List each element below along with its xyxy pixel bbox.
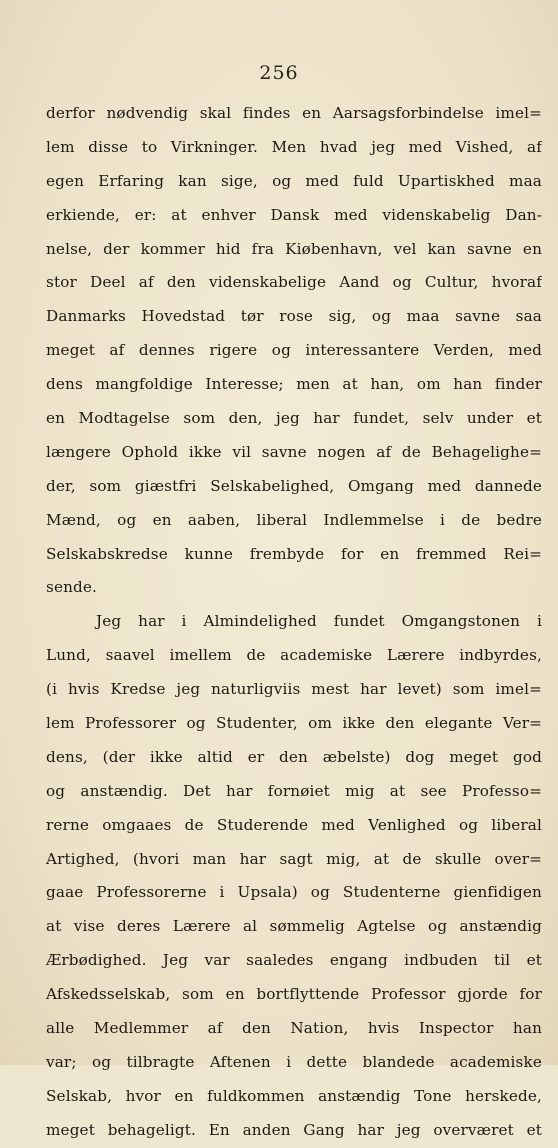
text-line: Afskedsselskab, som en bortflyttende Professor gjorde for (46, 985, 542, 1004)
text-line: der, som giæstfri Selskabelighed, Omgang med dannede (46, 476, 542, 495)
text-line: Lund, saavel imellem de academiske Lærere indbyrdes, (46, 646, 542, 665)
paragraph-end-line: sende. (46, 578, 98, 597)
text-line: lem Professorer og Studenter, om ikke den elegante Ver= (46, 714, 542, 733)
text-line: længere Ophold ikke vil savne nogen af de Behagelighe= (46, 442, 542, 461)
text-line: dens mangfoldige Interesse; men at han, om han finder (46, 375, 542, 394)
text-line: derfor nødvendig skal findes en Aarsagsforbindelse imel= (46, 104, 542, 122)
text-line: alle Medlemmer af den Nation, hvis Inspector han (46, 1019, 542, 1038)
text-line: meget af dennes rigere og interessantere Verden, med (46, 341, 542, 360)
paragraph-start-line: Jeg har i Almindelighed fundet Omgangstonen i (96, 612, 542, 631)
text-line: stor Deel af den videnskabelige Aand og Cultur, hvoraf (46, 273, 542, 292)
text-line: Artighed, (hvori man har sagt mig, at de skulle over= (46, 849, 542, 868)
text-line: erkiende, er: at enhver Dansk med videnskabelig Dan- (46, 205, 542, 224)
text-line: Selskab, hvor en fuldkommen anstændig Tone herskede, (46, 1086, 542, 1105)
text-line: at vise deres Lærere al sømmelig Agtelse og anstændig (46, 917, 542, 936)
text-line: og anstændig. Det har fornøiet mig at see Professo= (46, 781, 542, 800)
page-number: 256 (259, 62, 299, 84)
text-line: meget behageligt. En anden Gang har jeg overværet et (46, 1120, 542, 1139)
text-line: Mænd, og en aaben, liberal Indlemmelse i de bedre (46, 510, 542, 529)
text-line: Ærbødighed. Jeg var saaledes engang indbuden til et (46, 951, 542, 970)
text-line: gaae Professorerne i Upsala) og Studenterne gienfidigen (46, 883, 542, 902)
body-text (46, 97, 542, 1148)
text-line: var; og tilbragte Aftenen i dette blandede academiske (46, 1052, 542, 1071)
text-line: nelse, der kommer hid fra Kiøbenhavn, vel kan savne en (46, 239, 542, 258)
text-line: rerne omgaaes de Studerende med Venlighed og liberal (46, 815, 542, 834)
text-line: en Modtagelse som den, jeg har fundet, selv under et (46, 409, 542, 428)
text-line: egen Erfaring kan sige, og med fuld Upartiskhed maa (46, 171, 542, 190)
text-line: Selskabskredse kunne frembyde for en fremmed Rei= (46, 544, 542, 563)
text-line: (i hvis Kredse jeg naturligviis mest har levet) som imel= (46, 680, 542, 699)
text-line: dens, (der ikke altid er den æbelste) dog meget god (46, 747, 542, 766)
text-line: Danmarks Hovedstad tør rose sig, og maa savne saa (46, 307, 542, 326)
text-line: lem disse to Virkninger. Men hvad jeg med Vished, af (46, 137, 542, 156)
